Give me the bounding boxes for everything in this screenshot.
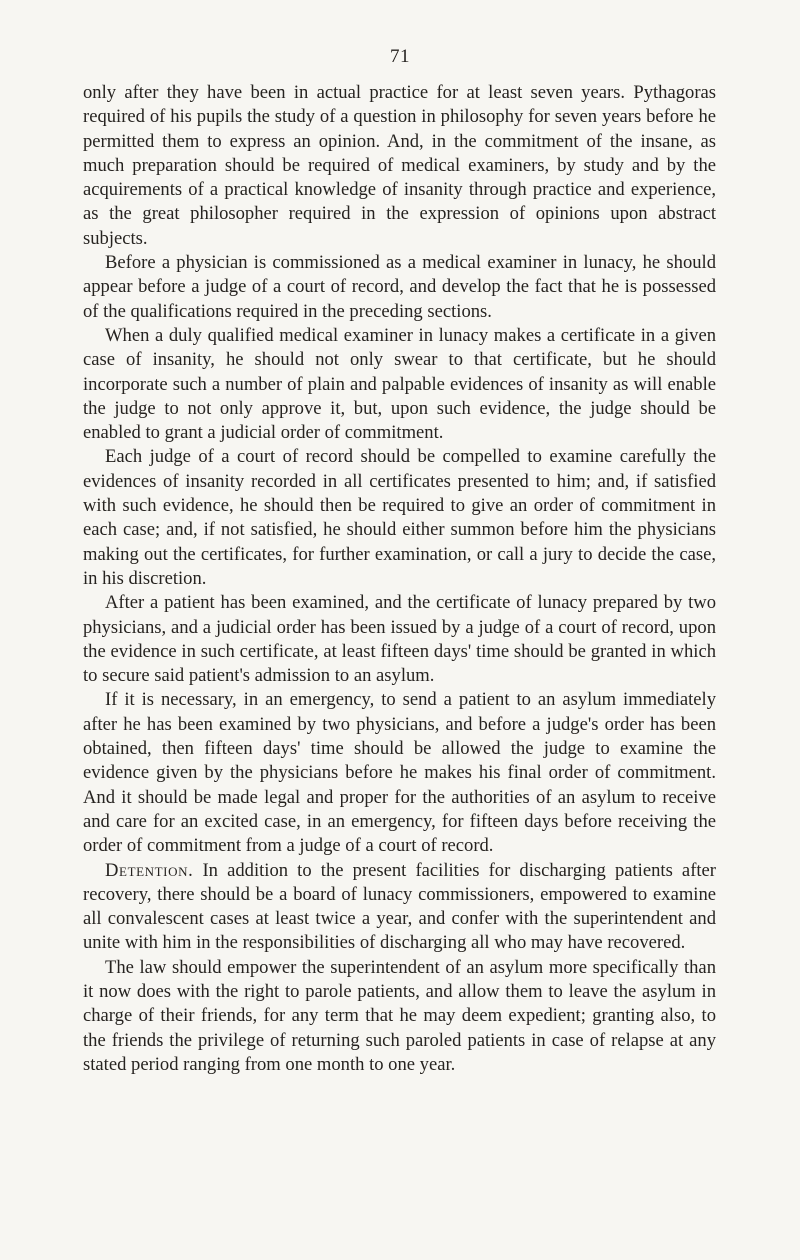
- paragraph-judge-examination: Each judge of a court of record should be compelled to examine carefully the evidences of insanity recorded in all certificates presented to him; and, if satisfied with such evidence, he should then be required to give an order of commitment in each case; and, if not satisfied, he should either summon before him the physicians making out the certificates, for further examination, or call a jury to decide the case, in his discretion.: [83, 446, 716, 589]
- paragraph-practice-requirement: only after they have been in actual practice for at least seven years. Pythagoras required of his pupils the study of a question in philosophy for seven years before he permitted them to express an opinion. And, in the commitment of the insane, as much preparation should be required of medical examiners, by study and by the acquirements of a practical knowledge of insanity through practice and experience, as the great philosopher required in the expression of opinions upon abstract subjects.: [83, 82, 716, 249]
- paragraph-certificate: When a duly qualified medical examiner in lunacy makes a certificate in a given case of insanity, he should not only swear to that certificate, but he should incorporate such a number of plain and palpable evidences of insanity as will enable the judge to not only approve it, but, upon such evidence, the judge should be enabled to grant a judicial order of commitment.: [83, 324, 716, 444]
- body-text: [83, 81, 716, 1077]
- detention-text: In addition to the present facilities for discharging patients after recovery, there should be a board of lunacy commissioners, empowered to examine all convalescent cases at least twice a year, and confer with the superintendent and unite with him in the responsibilities of discharging all who may have recovered.: [83, 859, 716, 954]
- section-heading-detention: Detention.: [105, 859, 194, 881]
- paragraph-parole: The law should empower the superintendent of an asylum more specifically than it now does with the right to parole patients, and allow them to leave the asylum in charge of their friends, for any term that he may deem expedient; granting also, to the friends the privilege of returning such paroled patients in case of relapse at any stated period ranging from one month to one year.: [83, 956, 716, 1075]
- page-number: 71: [390, 46, 410, 67]
- paragraph-commissioning: Before a physician is commissioned as a medical examiner in lunacy, he should appear before a judge of a court of record, and develop the fact that he is possessed of the qualifications required in the preceding sections.: [83, 252, 716, 322]
- paragraph-admission-period: After a patient has been examined, and the certificate of lunacy prepared by two physicians, and a judicial order has been issued by a judge of a court of record, upon the evidence in such certificate, at least fifteen days' time should be granted in which to secure said patient's admission to an asylum.: [83, 592, 716, 687]
- paragraph-emergency: If it is necessary, in an emergency, to send a patient to an asylum immediately after he has been examined by two physicians, and before a judge's order has been obtained, then fifteen days' time should be allowed the judge to examine the evidence given by the physicians before he makes his final order of commitment. And it should be made legal and proper for the authorities of an asylum to receive and care for an excited case, in an emergency, for fifteen days before receiving the order of commitment from a judge of a court of record.: [83, 689, 716, 857]
- paragraph-detention: [83, 859, 716, 956]
